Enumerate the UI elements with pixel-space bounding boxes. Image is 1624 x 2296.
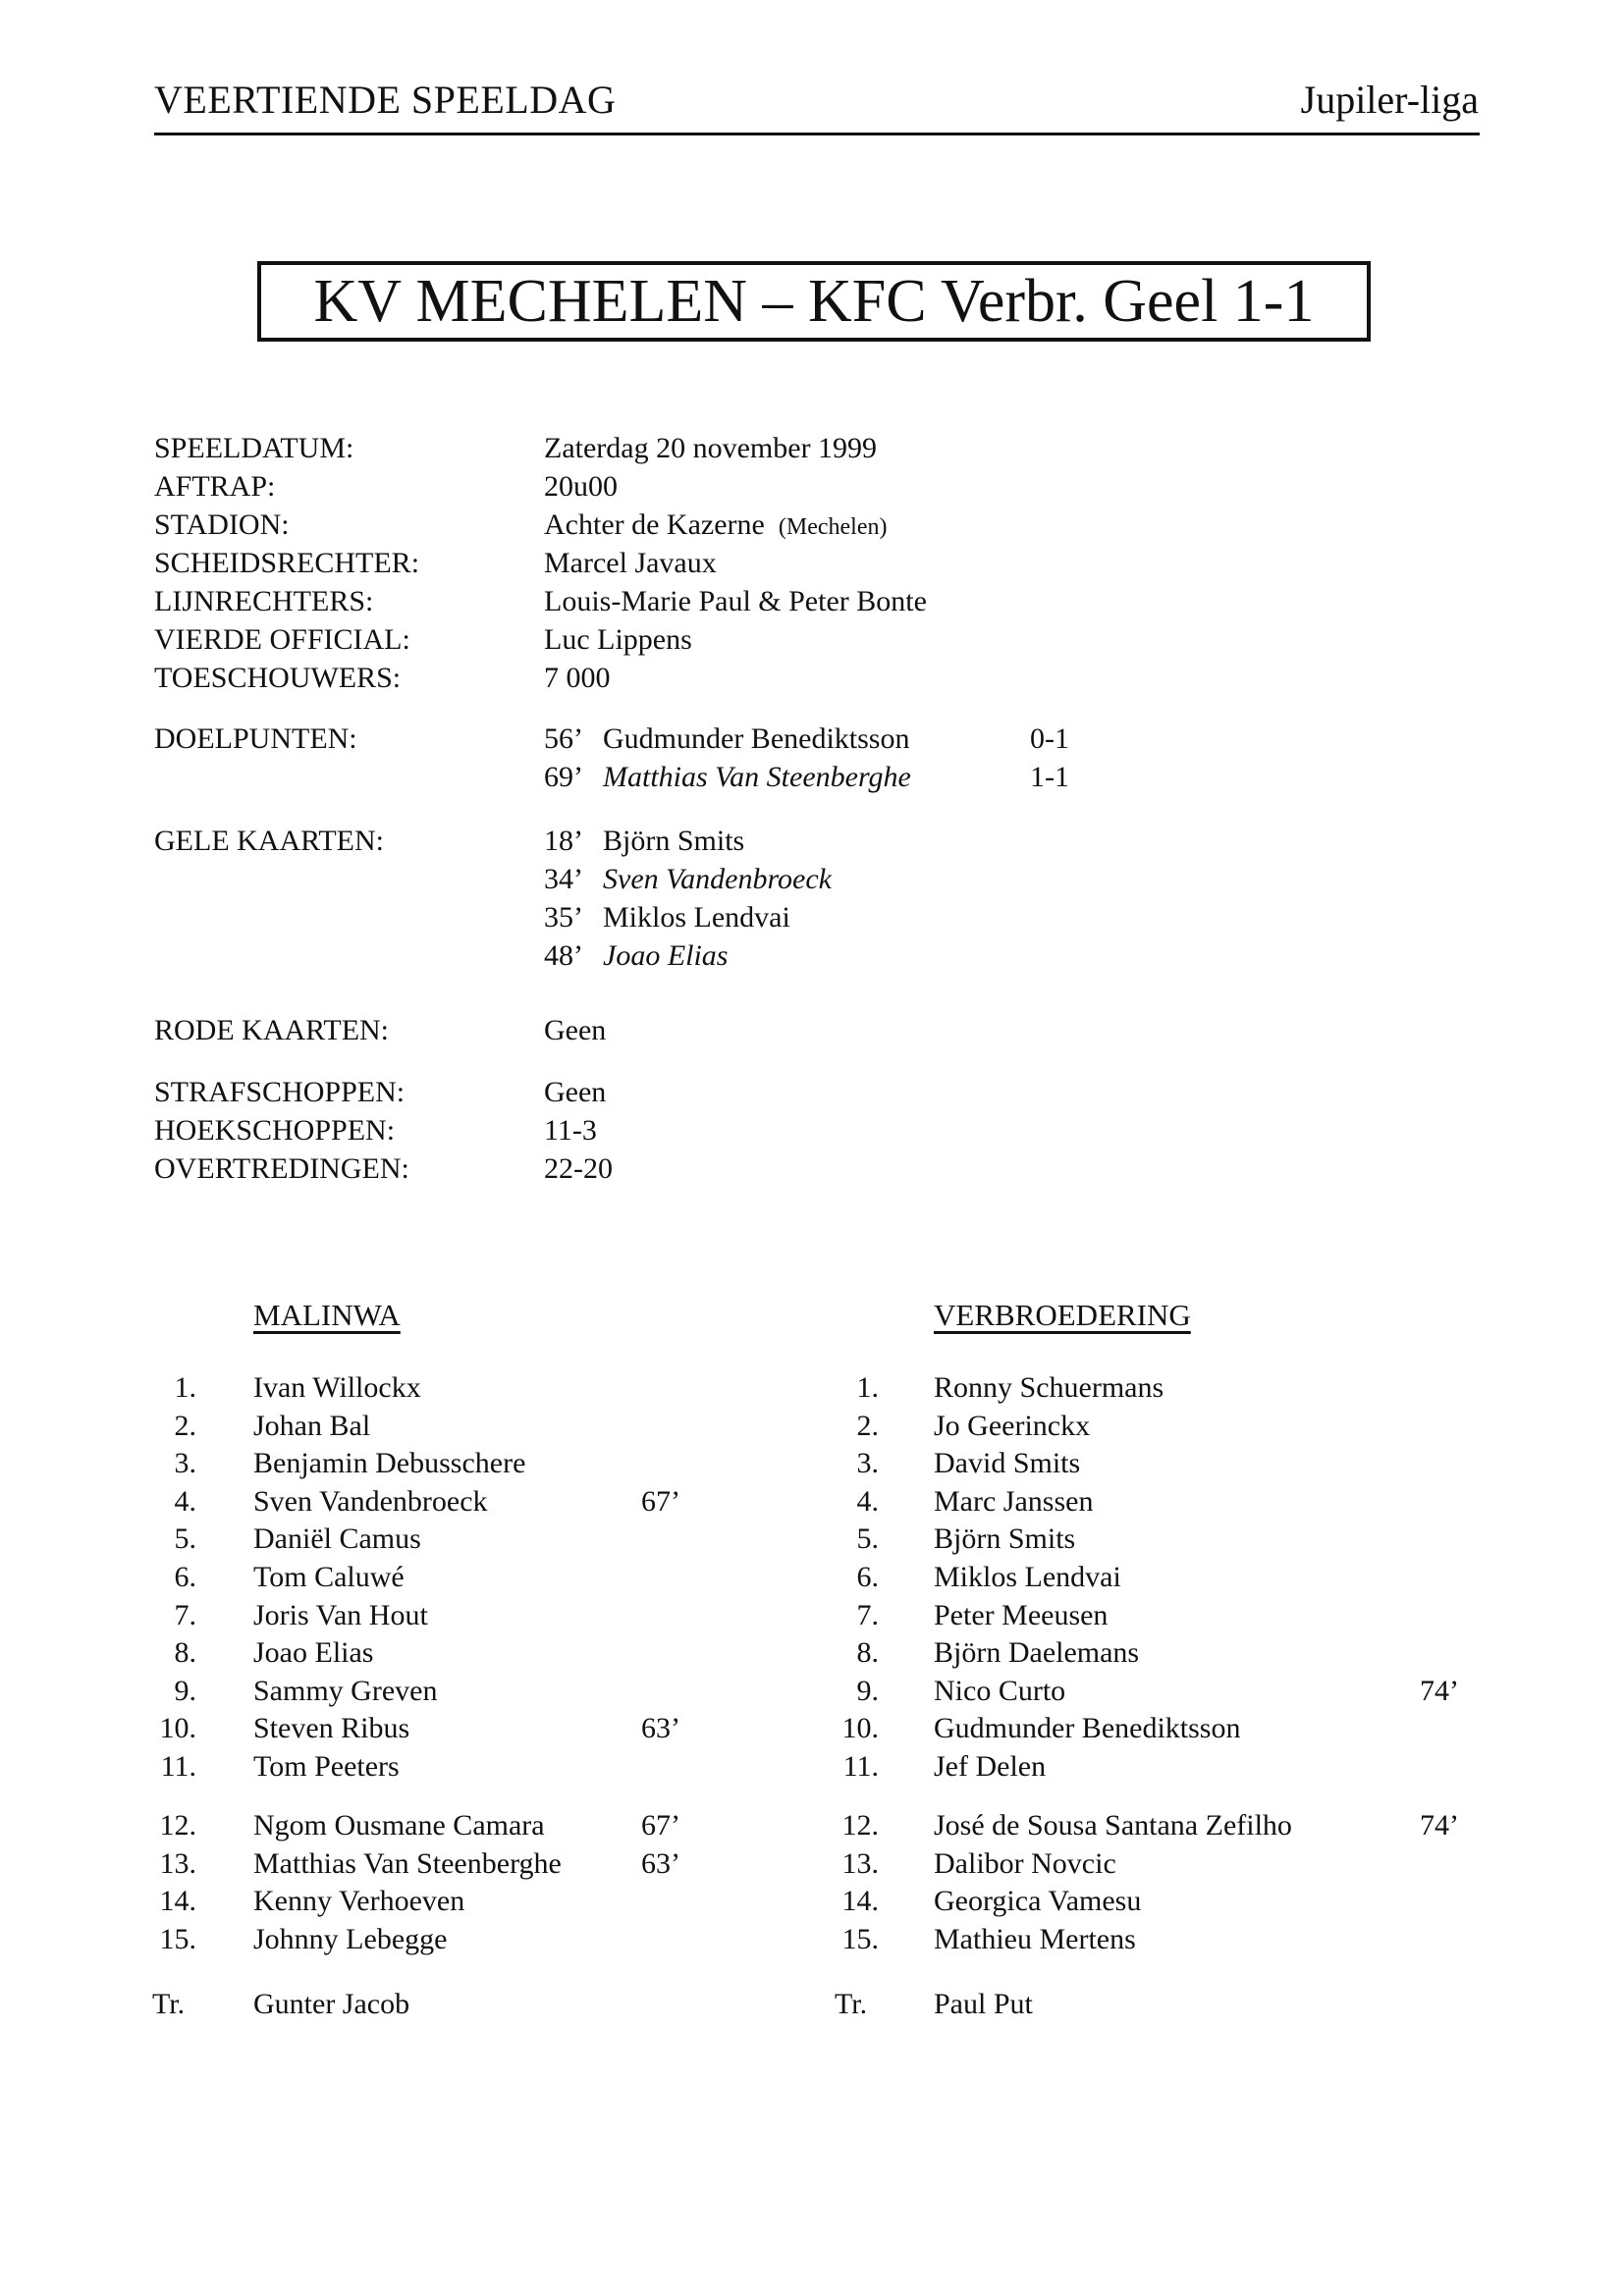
player-name: Benjamin Debusschere [253, 1447, 526, 1480]
sub-name: Matthias Van Steenberghe [253, 1846, 562, 1880]
info-label: SPEELDATUM: [154, 432, 354, 464]
card-minute: 48’ [544, 939, 583, 972]
substitution-minute: 67’ [641, 1484, 680, 1518]
sub-name: Mathieu Mertens [934, 1922, 1136, 1955]
card-player: Björn Smits [603, 825, 745, 857]
player-name: Miklos Lendvai [934, 1561, 1121, 1593]
stat-label: STRAFSCHOPPEN: [154, 1076, 406, 1108]
match-title: KV MECHELEN – KFC Verbr. Geel 1-1 [257, 261, 1371, 342]
player-number: 8. [174, 1636, 196, 1670]
sub-number: 13. [159, 1846, 196, 1880]
sub-name: José de Sousa Santana Zefilho [934, 1809, 1292, 1842]
stat-value: 22-20 [544, 1152, 613, 1185]
home-team-name: MALINWA [253, 1298, 401, 1332]
substitution-minute: 67’ [641, 1809, 680, 1842]
player-name: Gudmunder Benediktsson [934, 1712, 1241, 1745]
player-name: Ivan Willockx [253, 1371, 421, 1404]
player-number: 5. [856, 1522, 879, 1556]
player-number: 10. [159, 1712, 196, 1745]
coach-label: Tr. [835, 1988, 868, 2020]
sub-number: 13. [841, 1846, 879, 1880]
player-name: Peter Meeusen [934, 1598, 1109, 1631]
player-name: Sven Vandenbroeck [253, 1484, 488, 1518]
goal-score: 1-1 [1030, 761, 1069, 793]
player-name: Tom Peeters [253, 1750, 400, 1783]
player-number: 9. [174, 1674, 196, 1707]
player-name: Daniël Camus [253, 1522, 421, 1556]
card-minute: 18’ [544, 825, 583, 857]
stat-label: OVERTREDINGEN: [154, 1152, 409, 1185]
stat-value: Geen [544, 1076, 607, 1108]
info-value [544, 506, 887, 547]
player-number: 6. [174, 1561, 196, 1593]
player-number: 4. [174, 1484, 196, 1518]
sub-number: 12. [159, 1809, 196, 1842]
player-name: Jo Geerinckx [934, 1409, 1091, 1442]
player-number: 7. [174, 1598, 196, 1631]
player-number: 1. [174, 1371, 196, 1404]
player-name: Johan Bal [253, 1409, 371, 1442]
player-name: Sammy Greven [253, 1674, 438, 1707]
goal-scorer: Matthias Van Steenberghe [603, 761, 911, 793]
info-label: STADION: [154, 508, 290, 541]
player-number: 9. [856, 1674, 879, 1707]
player-name: Björn Smits [934, 1522, 1076, 1556]
info-note: (Mechelen) [778, 514, 888, 540]
yellow-cards-label: GELE KAARTEN: [154, 825, 384, 857]
card-player: Sven Vandenbroeck [603, 863, 832, 895]
info-label: LIJNRECHTERS: [154, 585, 374, 617]
card-minute: 35’ [544, 901, 583, 934]
sub-number: 14. [841, 1885, 879, 1918]
player-number: 11. [842, 1750, 879, 1783]
player-number: 2. [856, 1409, 879, 1442]
player-name: Nico Curto [934, 1674, 1066, 1707]
sub-name: Ngom Ousmane Camara [253, 1809, 545, 1842]
header-divider [154, 133, 1480, 135]
goal-minute: 56’ [544, 722, 583, 755]
stat-value: 11-3 [544, 1114, 597, 1147]
player-name: Tom Caluwé [253, 1561, 405, 1593]
substitution-minute: 63’ [641, 1846, 680, 1880]
card-minute: 34’ [544, 863, 583, 895]
info-label: SCHEIDSRECHTER: [154, 547, 420, 579]
info-value: Marcel Javaux [544, 547, 717, 579]
info-value: 20u00 [544, 470, 618, 503]
away-team-name: VERBROEDERING [934, 1298, 1191, 1332]
coach-label: Tr. [152, 1988, 186, 2020]
player-number: 6. [856, 1561, 879, 1593]
sub-name: Georgica Vamesu [934, 1885, 1142, 1918]
info-label: VIERDE OFFICIAL: [154, 623, 410, 656]
player-number: 3. [174, 1447, 196, 1480]
goals-label: DOELPUNTEN: [154, 722, 357, 755]
player-name: Joao Elias [253, 1636, 374, 1670]
coach-name: Gunter Jacob [253, 1988, 410, 2020]
card-player: Miklos Lendvai [603, 901, 790, 934]
sub-number: 14. [159, 1885, 196, 1918]
player-name: Joris Van Hout [253, 1598, 428, 1631]
info-value: Zaterdag 20 november 1999 [544, 432, 878, 464]
player-number: 11. [160, 1750, 196, 1783]
sub-number: 12. [841, 1809, 879, 1842]
info-value: Luc Lippens [544, 623, 692, 656]
player-number: 8. [856, 1636, 879, 1670]
sub-number: 15. [159, 1922, 196, 1955]
info-label: AFTRAP: [154, 470, 276, 503]
player-number: 3. [856, 1447, 879, 1480]
info-value-text: Achter de Kazerne [544, 508, 765, 541]
player-number: 5. [174, 1522, 196, 1556]
player-name: David Smits [934, 1447, 1081, 1480]
player-number: 7. [856, 1598, 879, 1631]
player-name: Steven Ribus [253, 1712, 410, 1745]
player-number: 4. [856, 1484, 879, 1518]
info-label: TOESCHOUWERS: [154, 662, 402, 694]
sub-number: 15. [841, 1922, 879, 1955]
player-number: 2. [174, 1409, 196, 1442]
goal-minute: 69’ [544, 761, 583, 793]
league-name: Jupiler-liga [1300, 78, 1479, 122]
goal-score: 0-1 [1030, 722, 1069, 755]
sub-name: Johnny Lebegge [253, 1922, 448, 1955]
card-player: Joao Elias [603, 939, 729, 972]
player-name: Björn Daelemans [934, 1636, 1140, 1670]
substitution-minute: 74’ [1420, 1674, 1459, 1707]
stat-label: HOEKSCHOPPEN: [154, 1114, 396, 1147]
sub-name: Dalibor Novcic [934, 1846, 1116, 1880]
goal-scorer: Gudmunder Benediktsson [603, 722, 910, 755]
substitution-minute: 63’ [641, 1712, 680, 1745]
player-name: Jef Delen [934, 1750, 1047, 1783]
info-value: Louis-Marie Paul & Peter Bonte [544, 585, 927, 617]
info-value: 7 000 [544, 662, 611, 694]
section-heading: VEERTIENDE SPEELDAG [154, 78, 617, 122]
player-number: 1. [856, 1371, 879, 1404]
coach-name: Paul Put [934, 1988, 1033, 2020]
player-number: 10. [841, 1712, 879, 1745]
red-cards-value: Geen [544, 1014, 607, 1046]
substitution-minute: 74’ [1420, 1809, 1459, 1842]
player-name: Marc Janssen [934, 1484, 1094, 1518]
sub-name: Kenny Verhoeven [253, 1885, 465, 1918]
red-cards-label: RODE KAARTEN: [154, 1014, 390, 1046]
player-name: Ronny Schuermans [934, 1371, 1164, 1404]
